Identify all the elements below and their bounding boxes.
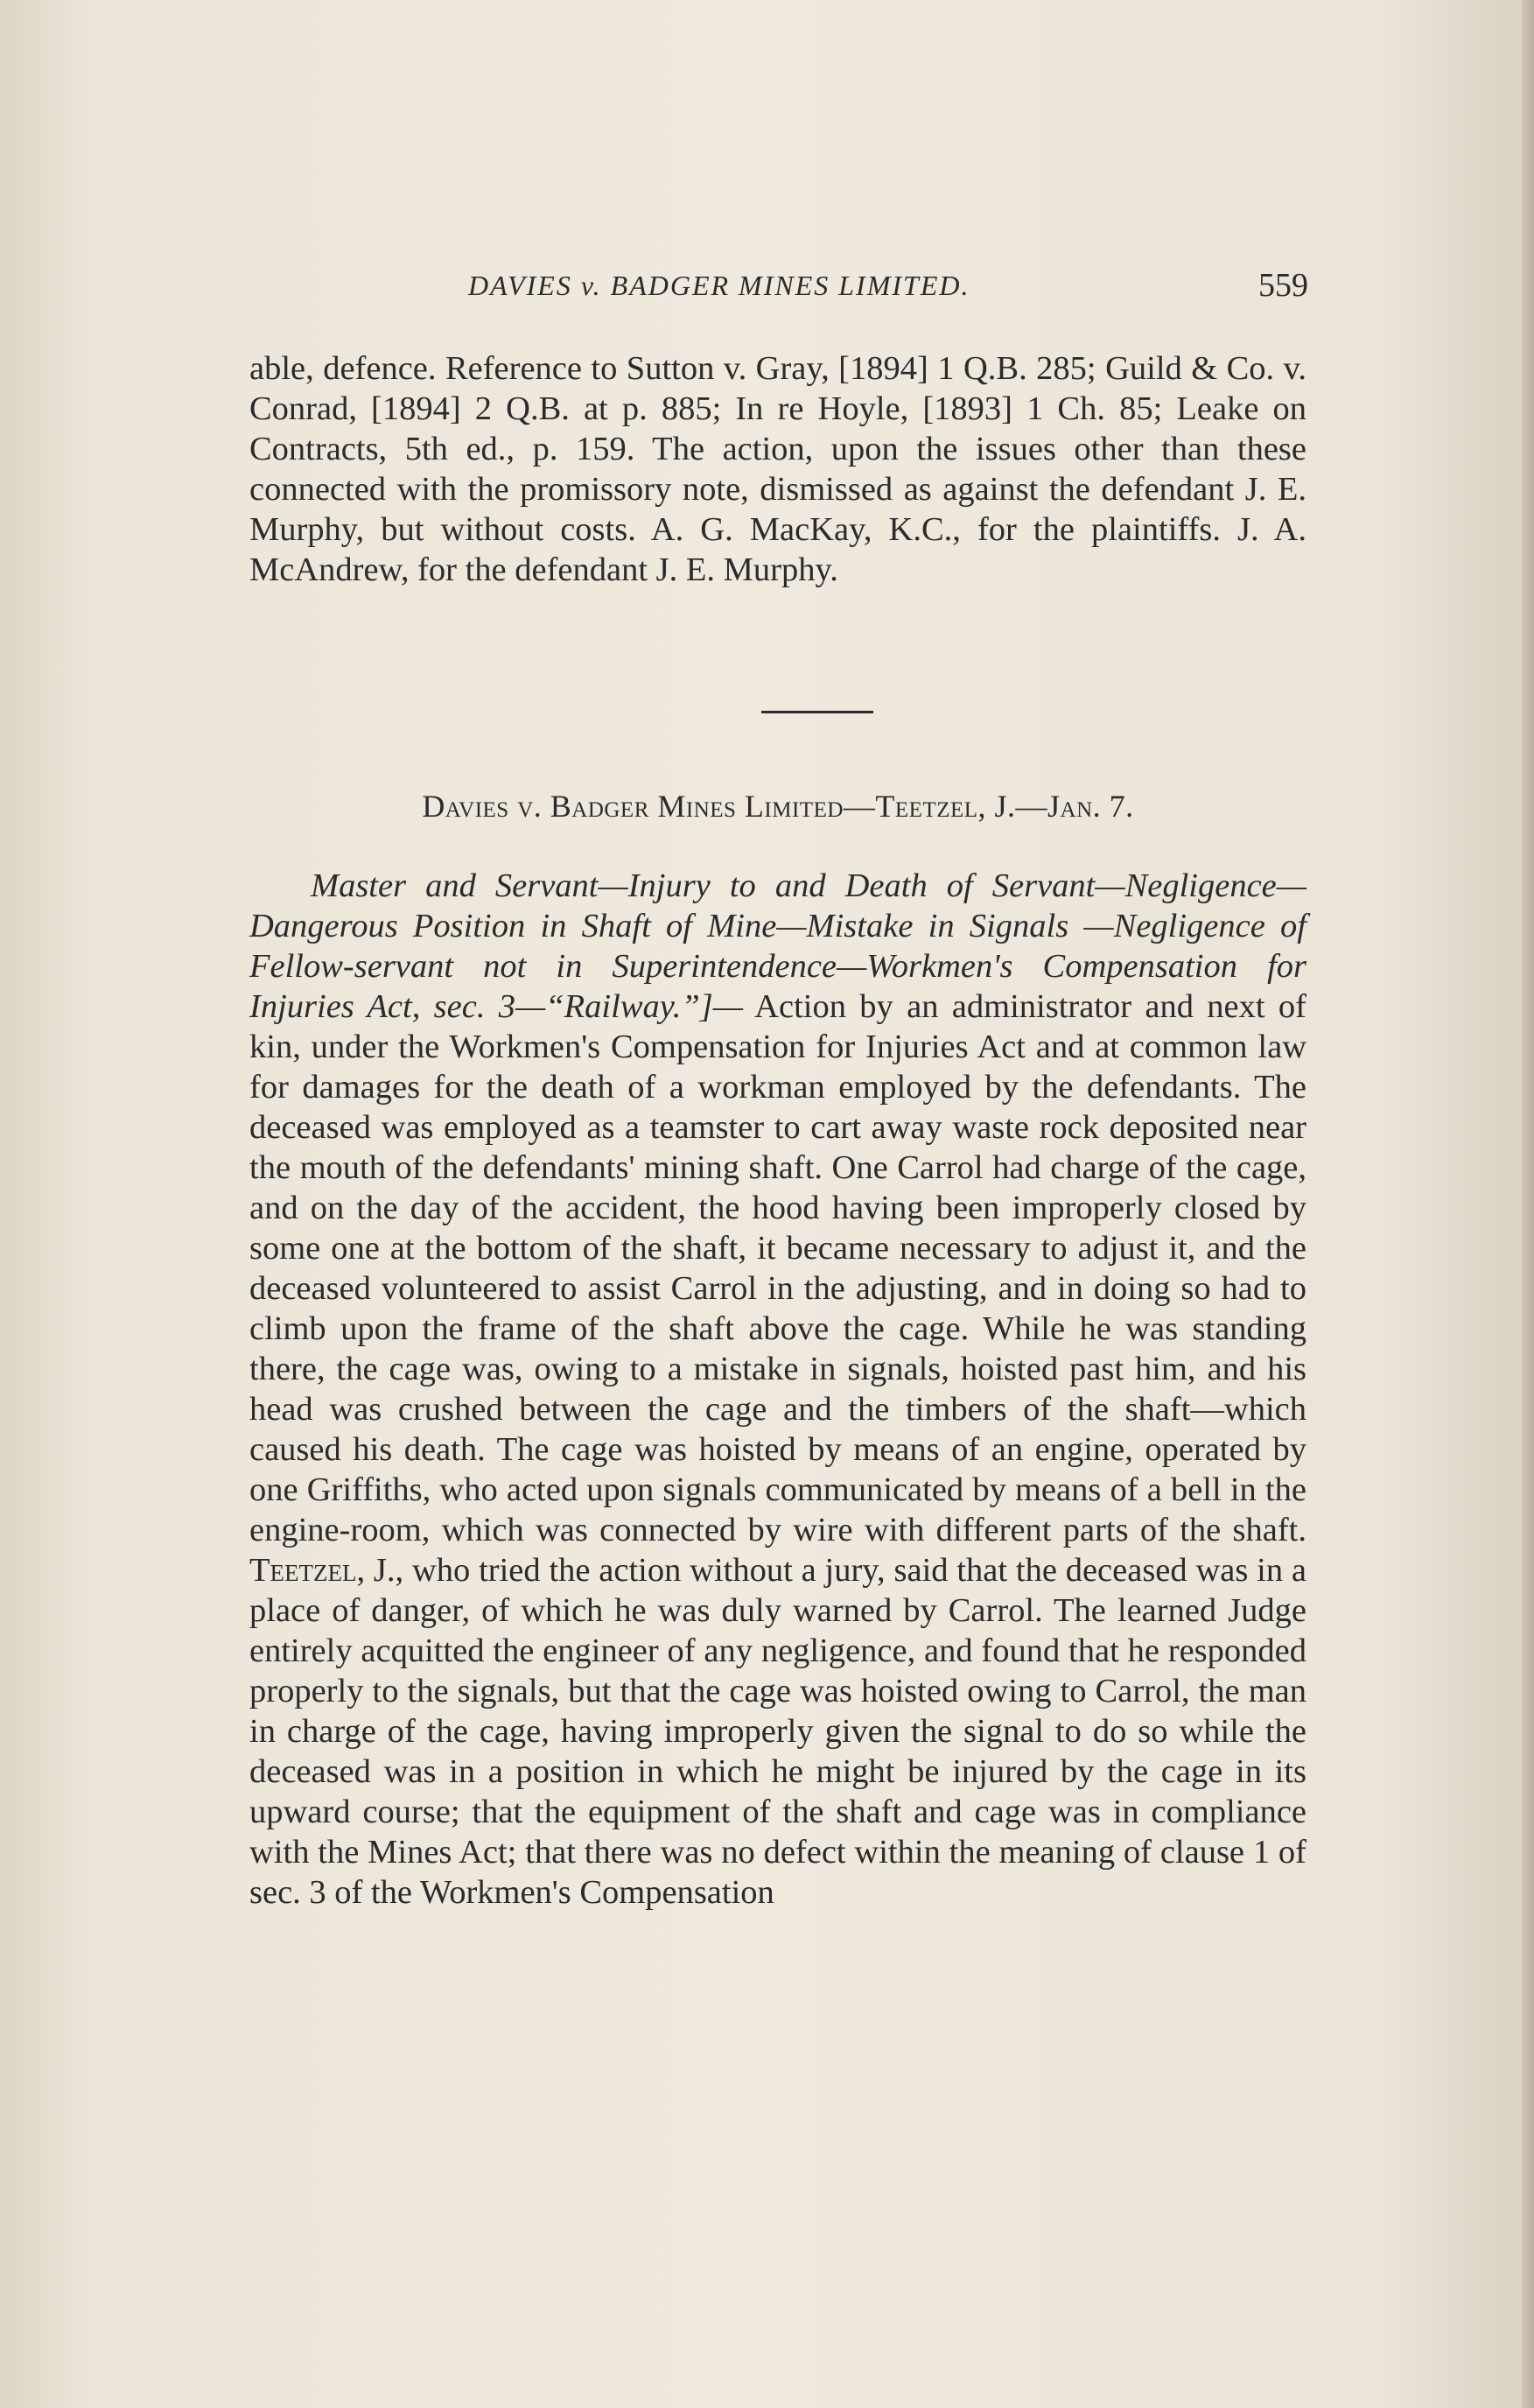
page-header [245,263,1308,315]
page-number: 559 [1258,267,1308,304]
report-body: Action by an administrator and next of kin, under the Workmen's Compensation for Injuries Act and at common law for damages for the death of a workman employed by the defendants. The deceased was employed as a teamster to cart away waste rock deposited near the mouth of the defendants' mining shaft. One Carrol had charge of the cage, and on the day of the accident, the hood having been improperly closed by some one at the bottom of the shaft, it became necessary to adjust it, and the deceased volunteered to assist Carrol in the adjusting, and in doing so had to climb upon the frame of the shaft above the cage. While he was standing there, the cage was, owing to a mistake in signals, hoisted past him, and his head was crushed between the cage and the timbers of the shaft—which caused his death. The cage was hoisted by means of an engine, operated by one Griffiths, who acted upon signals communicated by means of a bell in the engine-room, which was connected by wire with different parts of the shaft. [249,988,1306,1548]
case-caption [249,788,1306,825]
case-judge: Teetzel, J. [875,789,1016,824]
caption-dash: — [843,789,876,824]
judge-name: Teetzel, J. [249,1552,396,1589]
headnote: Master and Servant—Injury to and Death of Servant—Negligence—Dangerous Position in Shaft of Mine—Mistake in Signals —Negligence of Fellow-servant not in Superintendence—Workmen's Compensation for Injuries Act, sec. 3—“Railway.”]— [249,867,1306,1025]
running-title: DAVIES v. BADGER MINES LIMITED. [468,270,970,301]
paragraph-text: able, defence. Reference to Sutton v. Gray, [1894] 1 Q.B. 285; Guild & Co. v. Conrad, [1894] 2 Q.B. at p. 885; In re Hoyle, [1893] 1 Ch. 85; Leake on Contracts, 5th ed., p. 159. The action, upon the issues other than these connected with the promissory note, dismissed as against the defendant J. E. Murphy, but without costs. A. G. MacKay, K.C., for the plaintiffs. J. A. McAndrew, for the defendant J. E. Murphy. [249,350,1306,588]
continued-paragraph [249,348,1306,590]
section-divider [761,711,873,713]
case-date: Jan. 7. [1047,789,1134,824]
case-report-paragraph [249,866,1306,1913]
caption-dash: — [1015,789,1048,824]
page-edge [1522,0,1534,2408]
case-report [249,866,1306,1913]
case-parties: Davies v. Badger Mines Limited [422,789,844,824]
report-body-continued: , who tried the action without a jury, said that the deceased was in a place of danger, of which he was duly warned by Carrol. The learned Judge entirely acquitted the engineer of any negligence, and found that he responded properly to the signals, but that the cage was hoisted owing to Carrol, the man in charge of the cage, having improperly given the signal to do so while the deceased was in a position in which he might be injured by the cage in its upward course; that the equipment of the shaft and cage was in compliance with the Mines Act; that there was no defect within the meaning of clause 1 of sec. 3 of the Workmen's Compensation [249,1552,1306,1911]
